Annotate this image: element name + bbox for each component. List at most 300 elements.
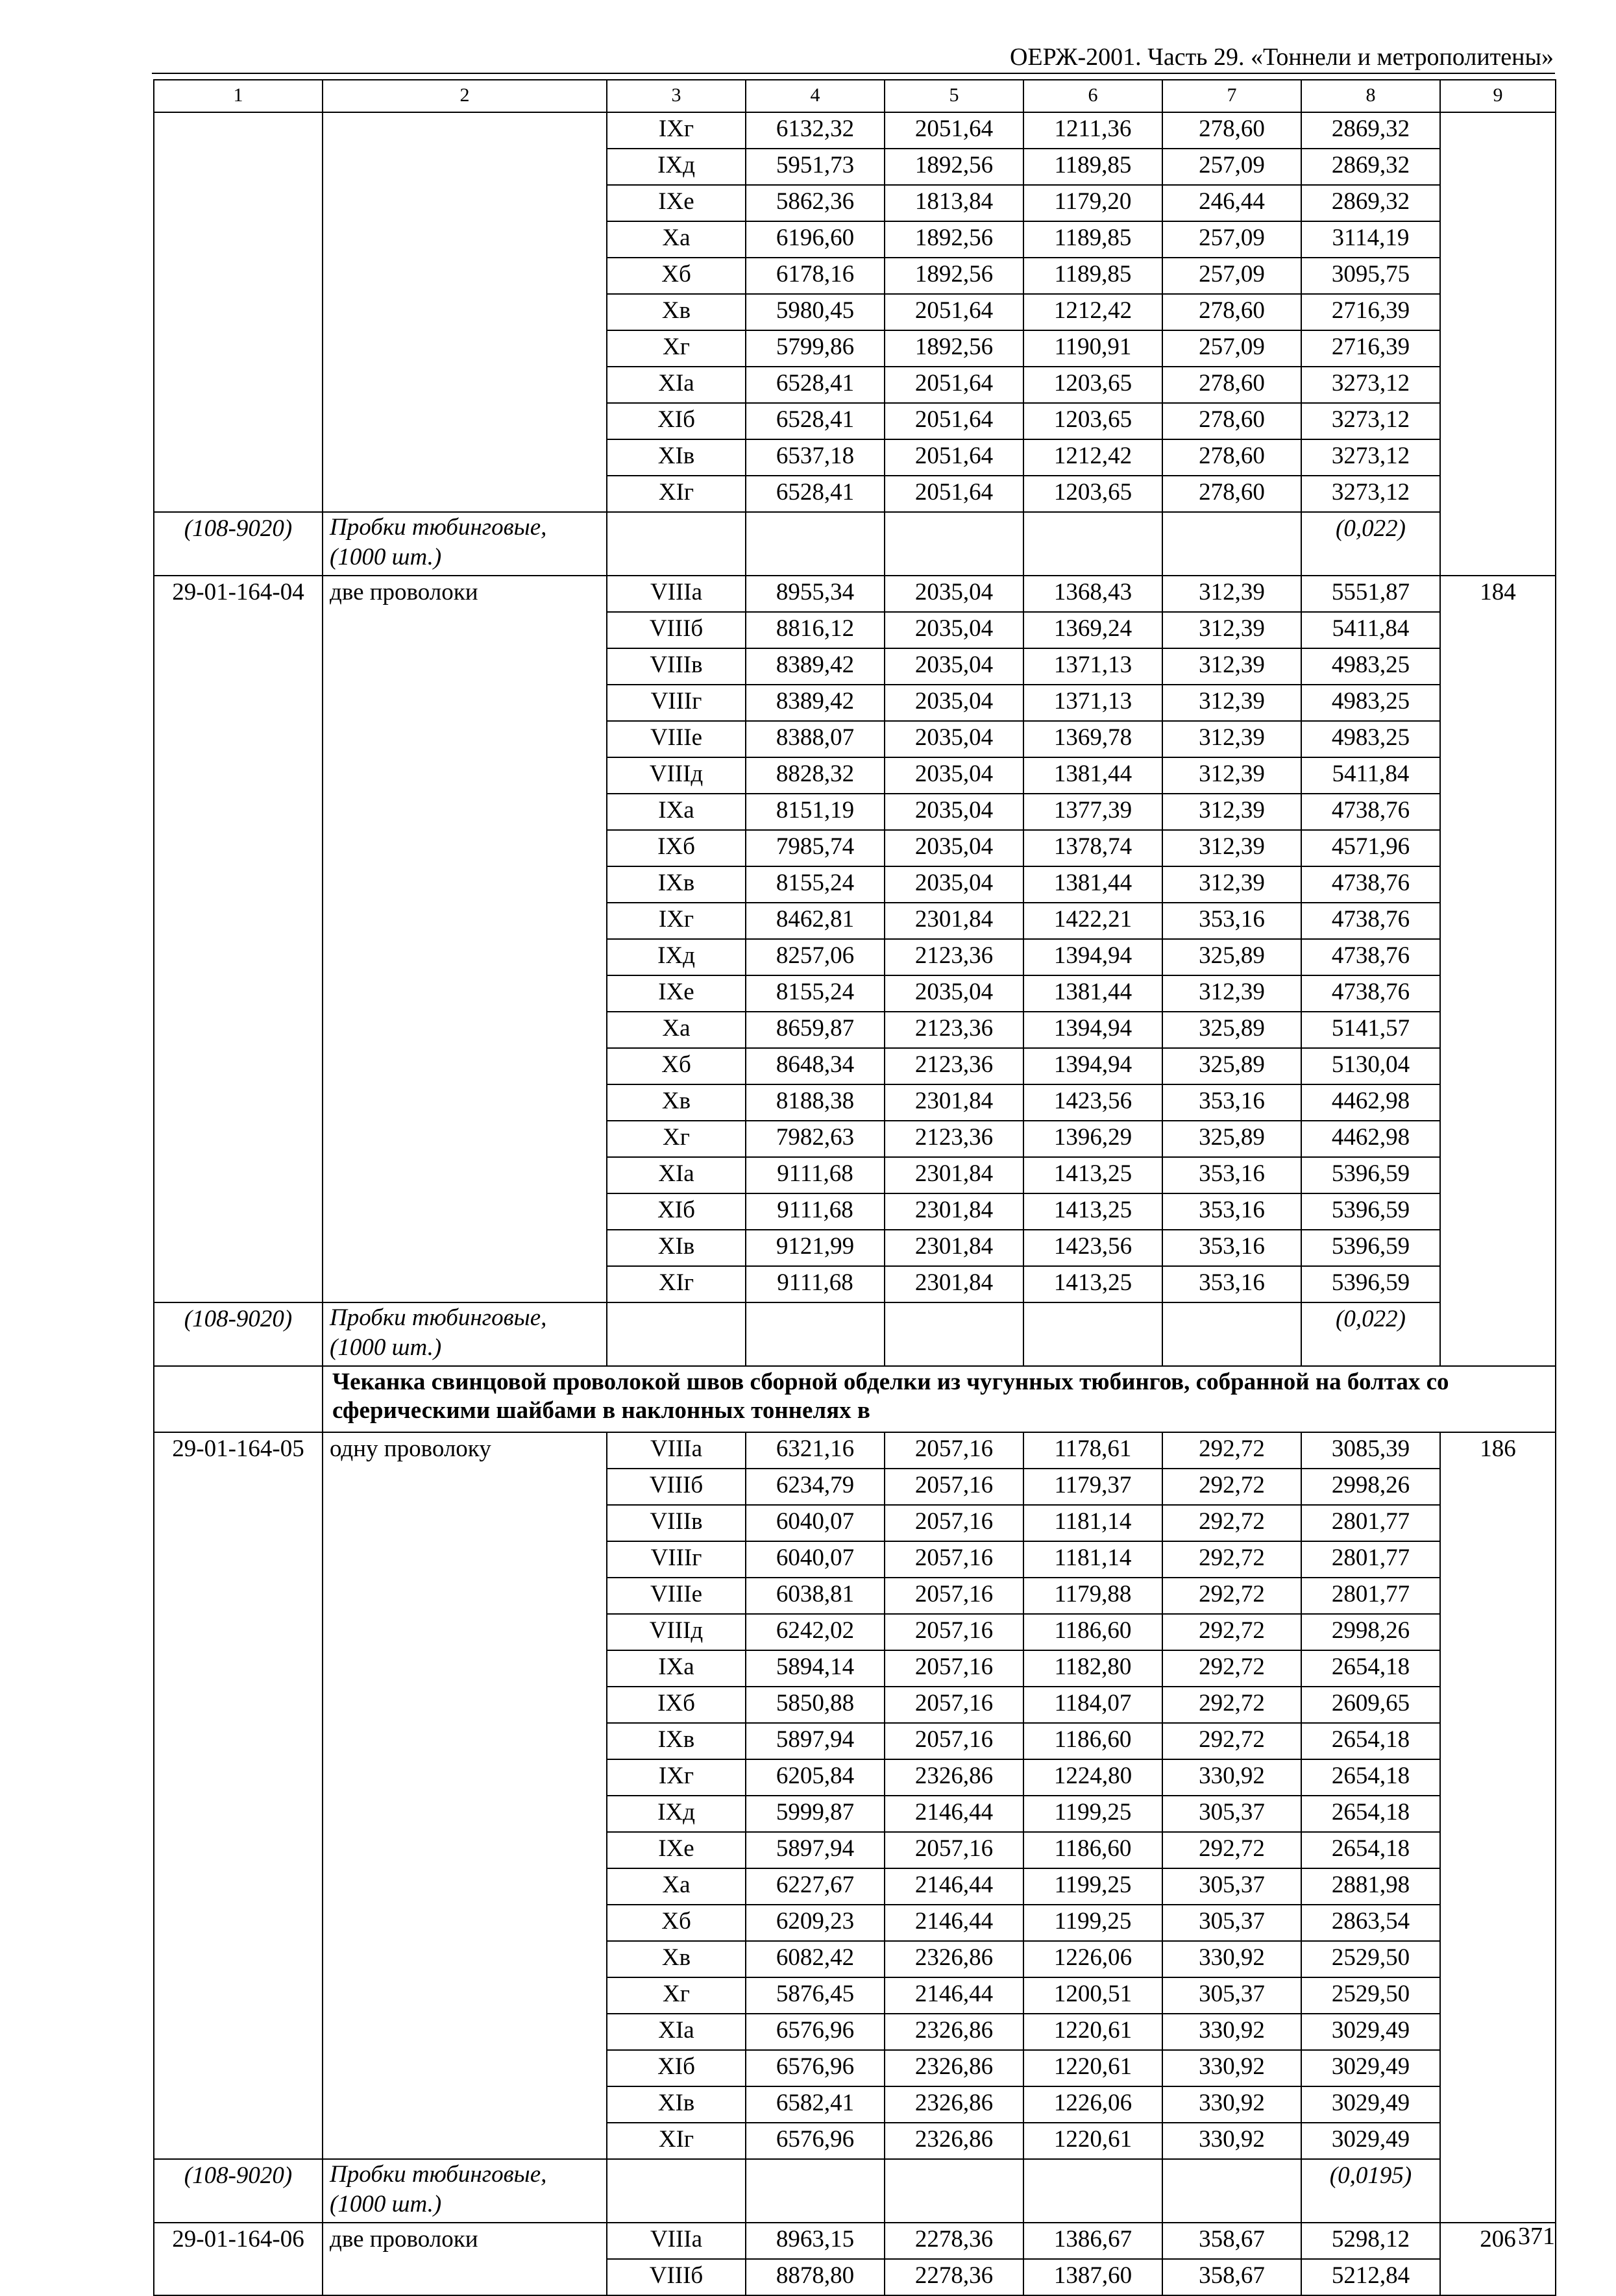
value-cell: 2057,16 [885, 1687, 1023, 1723]
value-cell: 2035,04 [885, 757, 1023, 794]
zone-cell: Xг [607, 1121, 746, 1157]
value-cell: 358,67 [1162, 2223, 1301, 2259]
value-cell: 6528,41 [746, 367, 885, 403]
reference-cell [1440, 112, 1556, 576]
zone-cell: IXб [607, 1687, 746, 1723]
value-cell: 1381,44 [1023, 975, 1162, 1012]
value-cell: 1394,94 [1023, 1012, 1162, 1048]
value-cell: 8816,12 [746, 612, 885, 648]
zone-cell: VIIIб [607, 2259, 746, 2295]
value-cell: 2869,32 [1301, 149, 1440, 185]
value-cell: 312,39 [1162, 975, 1301, 1012]
value-cell: 2654,18 [1301, 1723, 1440, 1759]
value-cell: 4462,98 [1301, 1121, 1440, 1157]
value-cell: 1220,61 [1023, 2014, 1162, 2050]
value-cell: 2654,18 [1301, 1759, 1440, 1796]
value-cell: 2035,04 [885, 866, 1023, 903]
value-cell: 1892,56 [885, 330, 1023, 367]
value-cell: 5212,84 [1301, 2259, 1440, 2295]
value-cell: 8155,24 [746, 975, 885, 1012]
value-cell: 2035,04 [885, 648, 1023, 685]
plug-value: (0,0195) [1301, 2159, 1440, 2223]
value-cell: 1226,06 [1023, 1941, 1162, 1977]
value-cell: 1199,25 [1023, 1796, 1162, 1832]
empty-cell [1023, 2159, 1162, 2223]
table-row [154, 2223, 1556, 2259]
value-cell: 2035,04 [885, 975, 1023, 1012]
plug-name-line2: (1000 шт.) [330, 1334, 442, 1361]
reference-cell: 186 [1440, 1432, 1556, 2223]
zone-cell: XIг [607, 476, 746, 512]
value-cell: 5130,04 [1301, 1048, 1440, 1084]
value-cell: 2301,84 [885, 1266, 1023, 1302]
value-cell: 2998,26 [1301, 1469, 1440, 1505]
work-name: одну проволоку [323, 1432, 607, 2159]
value-cell: 2057,16 [885, 1578, 1023, 1614]
value-cell: 2869,32 [1301, 112, 1440, 149]
value-cell: 5396,59 [1301, 1157, 1440, 1193]
value-cell: 292,72 [1162, 1614, 1301, 1650]
value-cell: 358,67 [1162, 2259, 1301, 2295]
value-cell: 278,60 [1162, 367, 1301, 403]
value-cell: 1369,24 [1023, 612, 1162, 648]
value-cell: 6082,42 [746, 1941, 885, 1977]
value-cell: 330,92 [1162, 2050, 1301, 2086]
value-cell: 2051,64 [885, 367, 1023, 403]
column-number: 5 [885, 80, 1023, 112]
work-name [323, 112, 607, 512]
value-cell: 325,89 [1162, 1121, 1301, 1157]
zone-cell: VIIIа [607, 576, 746, 612]
value-cell: 2051,64 [885, 294, 1023, 330]
value-cell: 6038,81 [746, 1578, 885, 1614]
value-cell: 6576,96 [746, 2050, 885, 2086]
zone-cell: Xв [607, 294, 746, 330]
value-cell: 305,37 [1162, 1796, 1301, 1832]
value-cell: 5551,87 [1301, 576, 1440, 612]
value-cell: 1189,85 [1023, 149, 1162, 185]
value-cell: 257,09 [1162, 149, 1301, 185]
value-cell: 6528,41 [746, 476, 885, 512]
value-cell: 1199,25 [1023, 1868, 1162, 1905]
value-cell: 2326,86 [885, 2014, 1023, 2050]
value-cell: 1179,20 [1023, 185, 1162, 221]
value-cell: 1186,60 [1023, 1832, 1162, 1868]
value-cell: 2146,44 [885, 1905, 1023, 1941]
value-cell: 5411,84 [1301, 757, 1440, 794]
value-cell: 3029,49 [1301, 2086, 1440, 2123]
value-cell: 2057,16 [885, 1469, 1023, 1505]
value-cell: 1394,94 [1023, 1048, 1162, 1084]
column-number: 2 [323, 80, 607, 112]
zone-cell: Xа [607, 221, 746, 258]
value-cell: 312,39 [1162, 648, 1301, 685]
value-cell: 1423,56 [1023, 1230, 1162, 1266]
value-cell: 2301,84 [885, 1193, 1023, 1230]
value-cell: 6321,16 [746, 1432, 885, 1469]
zone-cell: XIв [607, 2086, 746, 2123]
column-number: 9 [1440, 80, 1556, 112]
value-cell: 278,60 [1162, 112, 1301, 149]
value-cell: 2654,18 [1301, 1650, 1440, 1687]
zone-cell: XIб [607, 2050, 746, 2086]
value-cell: 292,72 [1162, 1541, 1301, 1578]
value-cell: 2801,77 [1301, 1505, 1440, 1541]
zone-cell: XIа [607, 1157, 746, 1193]
value-cell: 1368,43 [1023, 576, 1162, 612]
column-number: 7 [1162, 80, 1301, 112]
value-cell: 1813,84 [885, 185, 1023, 221]
value-cell: 1377,39 [1023, 794, 1162, 830]
value-cell: 8828,32 [746, 757, 885, 794]
column-number: 6 [1023, 80, 1162, 112]
value-cell: 1378,74 [1023, 830, 1162, 866]
zone-cell: Xа [607, 1012, 746, 1048]
rate-code: 29-01-164-04 [154, 576, 323, 1302]
value-cell: 1203,65 [1023, 476, 1162, 512]
value-cell: 2278,36 [885, 2223, 1023, 2259]
value-cell: 8659,87 [746, 1012, 885, 1048]
value-cell: 353,16 [1162, 1266, 1301, 1302]
value-cell: 1413,25 [1023, 1157, 1162, 1193]
table-row [154, 1432, 1556, 1469]
zone-cell: IXе [607, 185, 746, 221]
zone-cell: Xв [607, 1084, 746, 1121]
table-body [154, 80, 1556, 2295]
value-cell: 2326,86 [885, 1759, 1023, 1796]
plug-name-line1: Пробки тюбинговые, [330, 2161, 547, 2188]
value-cell: 2123,36 [885, 939, 1023, 975]
value-cell: 257,09 [1162, 330, 1301, 367]
value-cell: 1186,60 [1023, 1723, 1162, 1759]
value-cell: 312,39 [1162, 612, 1301, 648]
zone-cell: IXд [607, 1796, 746, 1832]
value-cell: 6227,67 [746, 1868, 885, 1905]
value-cell: 2716,39 [1301, 294, 1440, 330]
value-cell: 2278,36 [885, 2259, 1023, 2295]
zone-cell: VIIIа [607, 2223, 746, 2259]
zone-cell: VIIIг [607, 685, 746, 721]
value-cell: 8257,06 [746, 939, 885, 975]
plug-row [154, 512, 1556, 576]
value-cell: 2057,16 [885, 1614, 1023, 1650]
value-cell: 2057,16 [885, 1505, 1023, 1541]
value-cell: 5876,45 [746, 1977, 885, 2014]
value-cell: 8878,80 [746, 2259, 885, 2295]
value-cell: 330,92 [1162, 2014, 1301, 2050]
section-title-row [154, 1366, 1556, 1432]
value-cell: 2326,86 [885, 1941, 1023, 1977]
empty-cell [607, 1302, 746, 1366]
value-cell: 5141,57 [1301, 1012, 1440, 1048]
value-cell: 2123,36 [885, 1012, 1023, 1048]
zone-cell: XIв [607, 1230, 746, 1266]
zone-cell: Xв [607, 1941, 746, 1977]
value-cell: 2654,18 [1301, 1832, 1440, 1868]
value-cell: 3095,75 [1301, 258, 1440, 294]
value-cell: 6576,96 [746, 2123, 885, 2159]
value-cell: 9111,68 [746, 1266, 885, 1302]
empty-cell [746, 2159, 885, 2223]
rates-table [153, 79, 1556, 2296]
value-cell: 325,89 [1162, 1048, 1301, 1084]
value-cell: 6040,07 [746, 1505, 885, 1541]
value-cell: 5850,88 [746, 1687, 885, 1723]
column-number: 3 [607, 80, 746, 112]
empty-cell [885, 2159, 1023, 2223]
value-cell: 1200,51 [1023, 1977, 1162, 2014]
value-cell: 353,16 [1162, 1084, 1301, 1121]
value-cell: 8955,34 [746, 576, 885, 612]
value-cell: 2051,64 [885, 112, 1023, 149]
plug-code: (108-9020) [154, 512, 323, 576]
value-cell: 2326,86 [885, 2086, 1023, 2123]
value-cell: 1189,85 [1023, 258, 1162, 294]
value-cell: 2057,16 [885, 1723, 1023, 1759]
zone-cell: IXв [607, 866, 746, 903]
value-cell: 1371,13 [1023, 648, 1162, 685]
value-cell: 2123,36 [885, 1121, 1023, 1157]
value-cell: 305,37 [1162, 1905, 1301, 1941]
value-cell: 1179,88 [1023, 1578, 1162, 1614]
zone-cell: IXг [607, 112, 746, 149]
value-cell: 5897,94 [746, 1832, 885, 1868]
value-cell: 292,72 [1162, 1687, 1301, 1723]
plug-name [323, 1302, 607, 1366]
value-cell: 2326,86 [885, 2123, 1023, 2159]
value-cell: 6196,60 [746, 221, 885, 258]
value-cell: 278,60 [1162, 294, 1301, 330]
column-number-row [154, 80, 1556, 112]
value-cell: 8388,07 [746, 721, 885, 757]
value-cell: 1892,56 [885, 221, 1023, 258]
value-cell: 2035,04 [885, 830, 1023, 866]
empty-cell [1162, 2159, 1301, 2223]
value-cell: 312,39 [1162, 757, 1301, 794]
value-cell: 257,09 [1162, 258, 1301, 294]
plug-value: (0,022) [1301, 512, 1440, 576]
value-cell: 1190,91 [1023, 330, 1162, 367]
value-cell: 2326,86 [885, 2050, 1023, 2086]
zone-cell: VIIIг [607, 1541, 746, 1578]
zone-cell: IXд [607, 149, 746, 185]
value-cell: 2881,98 [1301, 1868, 1440, 1905]
value-cell: 2301,84 [885, 1230, 1023, 1266]
plug-name-line1: Пробки тюбинговые, [330, 514, 547, 541]
section-spacer [154, 1366, 323, 1432]
value-cell: 2609,65 [1301, 1687, 1440, 1723]
zone-cell: XIг [607, 1266, 746, 1302]
value-cell: 7982,63 [746, 1121, 885, 1157]
value-cell: 2529,50 [1301, 1941, 1440, 1977]
value-cell: 8155,24 [746, 866, 885, 903]
zone-cell: XIа [607, 367, 746, 403]
value-cell: 292,72 [1162, 1469, 1301, 1505]
value-cell: 1212,42 [1023, 294, 1162, 330]
zone-cell: IXг [607, 1759, 746, 1796]
plug-name [323, 512, 607, 576]
value-cell: 1386,67 [1023, 2223, 1162, 2259]
zone-cell: VIIIб [607, 612, 746, 648]
value-cell: 3273,12 [1301, 403, 1440, 439]
value-cell: 6178,16 [746, 258, 885, 294]
zone-cell: IXе [607, 1832, 746, 1868]
column-number: 4 [746, 80, 885, 112]
value-cell: 2051,64 [885, 403, 1023, 439]
zone-cell: XIг [607, 2123, 746, 2159]
value-cell: 1413,25 [1023, 1266, 1162, 1302]
empty-cell [746, 512, 885, 576]
value-cell: 2716,39 [1301, 330, 1440, 367]
value-cell: 9111,68 [746, 1157, 885, 1193]
value-cell: 7985,74 [746, 830, 885, 866]
zone-cell: IXб [607, 830, 746, 866]
column-number: 8 [1301, 80, 1440, 112]
zone-cell: IXд [607, 939, 746, 975]
value-cell: 278,60 [1162, 439, 1301, 476]
value-cell: 1422,21 [1023, 903, 1162, 939]
plug-name-line2: (1000 шт.) [330, 544, 442, 570]
value-cell: 3273,12 [1301, 367, 1440, 403]
value-cell: 2801,77 [1301, 1541, 1440, 1578]
value-cell: 1211,36 [1023, 112, 1162, 149]
rate-code: 29-01-164-05 [154, 1432, 323, 2159]
value-cell: 1212,42 [1023, 439, 1162, 476]
value-cell: 4738,76 [1301, 866, 1440, 903]
value-cell: 257,09 [1162, 221, 1301, 258]
plug-row [154, 2159, 1556, 2223]
value-cell: 292,72 [1162, 1832, 1301, 1868]
zone-cell: VIIIв [607, 648, 746, 685]
value-cell: 305,37 [1162, 1868, 1301, 1905]
value-cell: 1387,60 [1023, 2259, 1162, 2295]
value-cell: 3114,19 [1301, 221, 1440, 258]
value-cell: 5799,86 [746, 330, 885, 367]
value-cell: 8648,34 [746, 1048, 885, 1084]
zone-cell: Xб [607, 1905, 746, 1941]
value-cell: 292,72 [1162, 1650, 1301, 1687]
value-cell: 2057,16 [885, 1832, 1023, 1868]
value-cell: 2654,18 [1301, 1796, 1440, 1832]
value-cell: 312,39 [1162, 576, 1301, 612]
zone-cell: Xг [607, 1977, 746, 2014]
value-cell: 292,72 [1162, 1578, 1301, 1614]
value-cell: 5298,12 [1301, 2223, 1440, 2259]
value-cell: 8963,15 [746, 2223, 885, 2259]
value-cell: 4983,25 [1301, 721, 1440, 757]
value-cell: 6132,32 [746, 112, 885, 149]
value-cell: 1892,56 [885, 149, 1023, 185]
value-cell: 4738,76 [1301, 939, 1440, 975]
zone-cell: Xб [607, 1048, 746, 1084]
value-cell: 2146,44 [885, 1868, 1023, 1905]
empty-cell [1023, 1302, 1162, 1366]
value-cell: 325,89 [1162, 1012, 1301, 1048]
plug-name-line1: Пробки тюбинговые, [330, 1304, 547, 1331]
zone-cell: VIIIб [607, 1469, 746, 1505]
value-cell: 1396,29 [1023, 1121, 1162, 1157]
value-cell: 1184,07 [1023, 1687, 1162, 1723]
value-cell: 2035,04 [885, 612, 1023, 648]
value-cell: 9121,99 [746, 1230, 885, 1266]
work-name: две проволоки [323, 576, 607, 1302]
plug-name [323, 2159, 607, 2223]
value-cell: 5396,59 [1301, 1230, 1440, 1266]
value-cell: 6209,23 [746, 1905, 885, 1941]
value-cell: 278,60 [1162, 403, 1301, 439]
value-cell: 330,92 [1162, 2123, 1301, 2159]
value-cell: 312,39 [1162, 830, 1301, 866]
table-row [154, 112, 1556, 149]
value-cell: 4738,76 [1301, 794, 1440, 830]
zone-cell: VIIIд [607, 757, 746, 794]
value-cell: 5980,45 [746, 294, 885, 330]
empty-cell [607, 512, 746, 576]
value-cell: 1179,37 [1023, 1469, 1162, 1505]
value-cell: 4738,76 [1301, 903, 1440, 939]
value-cell: 5396,59 [1301, 1193, 1440, 1230]
value-cell: 2863,54 [1301, 1905, 1440, 1941]
zone-cell: VIIIв [607, 1505, 746, 1541]
value-cell: 2051,64 [885, 439, 1023, 476]
value-cell: 353,16 [1162, 903, 1301, 939]
value-cell: 6576,96 [746, 2014, 885, 2050]
value-cell: 6234,79 [746, 1469, 885, 1505]
value-cell: 6537,18 [746, 439, 885, 476]
value-cell: 5999,87 [746, 1796, 885, 1832]
rate-code [154, 112, 323, 512]
rate-code: 29-01-164-06 [154, 2223, 323, 2295]
value-cell: 4738,76 [1301, 975, 1440, 1012]
value-cell: 2035,04 [885, 721, 1023, 757]
value-cell: 6040,07 [746, 1541, 885, 1578]
value-cell: 1182,80 [1023, 1650, 1162, 1687]
zone-cell: IXг [607, 903, 746, 939]
value-cell: 1892,56 [885, 258, 1023, 294]
zone-cell: VIIIе [607, 1578, 746, 1614]
value-cell: 1226,06 [1023, 2086, 1162, 2123]
value-cell: 2301,84 [885, 903, 1023, 939]
value-cell: 8151,19 [746, 794, 885, 830]
value-cell: 3273,12 [1301, 439, 1440, 476]
value-cell: 1381,44 [1023, 866, 1162, 903]
page-number: 371 [1518, 2223, 1555, 2250]
value-cell: 292,72 [1162, 1432, 1301, 1469]
value-cell: 330,92 [1162, 2086, 1301, 2123]
value-cell: 1181,14 [1023, 1541, 1162, 1578]
value-cell: 1203,65 [1023, 403, 1162, 439]
value-cell: 1178,61 [1023, 1432, 1162, 1469]
zone-cell: IXа [607, 1650, 746, 1687]
column-number: 1 [154, 80, 323, 112]
value-cell: 1224,80 [1023, 1759, 1162, 1796]
value-cell: 246,44 [1162, 185, 1301, 221]
value-cell: 1220,61 [1023, 2050, 1162, 2086]
value-cell: 6528,41 [746, 403, 885, 439]
value-cell: 3029,49 [1301, 2050, 1440, 2086]
zone-cell: Xб [607, 258, 746, 294]
value-cell: 6205,84 [746, 1759, 885, 1796]
zone-cell: VIIIе [607, 721, 746, 757]
value-cell: 2035,04 [885, 794, 1023, 830]
value-cell: 2998,26 [1301, 1614, 1440, 1650]
value-cell: 3273,12 [1301, 476, 1440, 512]
value-cell: 1413,25 [1023, 1193, 1162, 1230]
value-cell: 2035,04 [885, 576, 1023, 612]
empty-cell [1162, 512, 1301, 576]
zone-cell: VIIIд [607, 1614, 746, 1650]
section-title: Чеканка свинцовой проволокой швов сборной обделки из чугунных тюбингов, собранной на болтах со сферическими шайбами в наклонных тоннелях в [323, 1366, 1556, 1432]
